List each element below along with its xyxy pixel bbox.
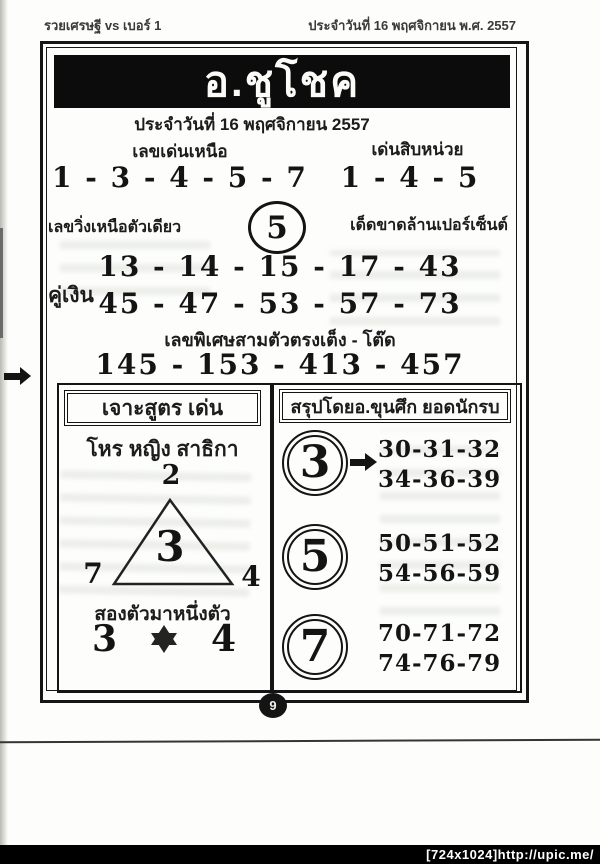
tens-units-numbers: 1 - 4 - 5	[340, 161, 480, 194]
triangle-center-number: 3	[155, 522, 185, 571]
page-number-badge	[259, 693, 287, 718]
summary-numbers-line: 74-76-79	[378, 650, 502, 677]
formula-box-subtitle: โหร หญิง สาธิกา	[86, 438, 239, 461]
single-run-number: 5	[266, 209, 288, 246]
star-of-david-icon	[151, 624, 177, 654]
arrow-right-icon	[350, 453, 378, 472]
north-numbers: 1 - 3 - 4 - 5 - 7	[52, 161, 308, 194]
single-run-label: เลขวิ่งเหนือตัวเดียว	[48, 219, 182, 236]
summary-circle-5	[282, 524, 348, 590]
star-pair-row	[92, 618, 236, 660]
watermark-bar	[0, 845, 600, 864]
pair-numbers-row2: 45 - 47 - 53 - 57 - 73	[98, 287, 462, 320]
page-bottom-rule	[0, 739, 600, 744]
tipster-name: อ.ชูโชค	[203, 57, 361, 105]
circled-number-5	[248, 201, 306, 254]
formula-box-title-frame	[64, 390, 261, 426]
publication-title: รวยเศรษฐี vs เบอร์ 1	[44, 18, 162, 33]
banner-date-line: ประจำวันที่ 16 พฤศจิกายน 2557	[134, 115, 370, 134]
pair-numbers-row1: 13 - 14 - 15 - 17 - 43	[98, 250, 462, 283]
two-to-one-label: สองตัวมาหนึ่งตัว	[94, 604, 231, 625]
summary-numbers-line: 54-56-59	[378, 560, 502, 587]
triangle-top-number: 2	[161, 460, 181, 491]
sure-hit-label: เด็ดขาดล้านเปอร์เซ็นต์	[350, 217, 508, 234]
summary-numbers-line: 30-31-32	[378, 436, 502, 463]
masthead-banner	[54, 55, 510, 108]
star-pair-right-number: 4	[210, 618, 236, 660]
margin-arrow-icon	[4, 367, 32, 386]
triangle-right-number: 4	[241, 560, 261, 593]
special-three-digit-label: เลขพิเศษสามตัวตรงเต็ง - โต๊ด	[164, 330, 396, 350]
summary-digit: 3	[299, 437, 331, 488]
formula-box-title: เจาะสูตร เด่น	[101, 396, 224, 420]
star-pair-left-number: 3	[92, 618, 118, 660]
summary-box-title: สรุปโดยอ.ขุนศึก ยอดนักรบ	[290, 396, 500, 417]
summary-numbers-line: 50-51-52	[378, 530, 502, 557]
tens-units-label: เด่นสิบหน่วย	[371, 140, 464, 159]
summary-circle-7	[282, 614, 348, 680]
money-pair-label: คู่เงิน	[48, 284, 94, 307]
page-number: 9	[269, 698, 277, 713]
issue-date: ประจำวันที่ 16 พฤศจิกายน พ.ศ. 2557	[308, 18, 516, 33]
summary-circle-3	[282, 430, 348, 496]
summary-numbers-line: 34-36-39	[378, 466, 502, 493]
triangle-left-number: 7	[83, 557, 103, 590]
summary-digit: 5	[299, 531, 331, 582]
summary-numbers-line: 70-71-72	[378, 620, 502, 647]
special-three-digit-numbers: 145 - 153 - 413 - 457	[95, 348, 465, 381]
summary-box-title-frame	[279, 389, 511, 423]
north-numbers-label: เลขเด่นเหนือ	[132, 142, 228, 161]
scan-edge-mark	[0, 228, 3, 338]
summary-digit: 7	[299, 621, 331, 672]
watermark-text: [724x1024]http://upic.me/	[426, 847, 594, 862]
scan-edge-shadow	[0, 0, 8, 845]
